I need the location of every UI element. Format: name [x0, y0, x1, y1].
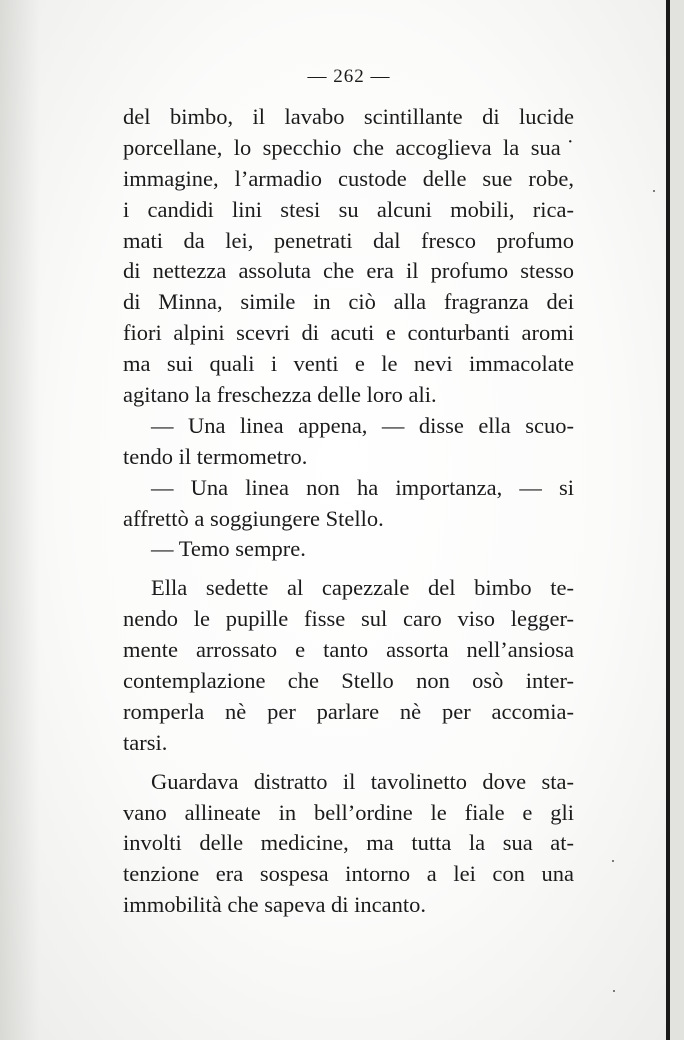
paragraph-dialogue [123, 411, 574, 473]
text-line: vano allineate in bell’ordine le fiale e gli [123, 799, 574, 825]
text-line: mente arrossato e tanto assorta nell’ansiosa [123, 637, 574, 663]
paragraph [123, 573, 574, 758]
text-line: mati da lei, penetrati dal fresco profumo [123, 227, 574, 253]
text-line: contemplazione che Stello non osò inter- [123, 668, 574, 694]
text-line: — Temo sempre. [151, 536, 306, 562]
text-line: nendo le pupille fisse sul caro viso legger- [123, 606, 574, 632]
paragraph-dialogue [123, 534, 574, 565]
text-line: porcellane, lo specchio che accoglieva la sua˙ [123, 134, 574, 160]
text-line: fiori alpini scevri di acuti e conturbanti aromi [123, 320, 574, 346]
paragraph-gap [123, 759, 574, 767]
text-line: — Una linea non ha importanza, — si [151, 474, 574, 500]
paragraph-dialogue [123, 473, 574, 535]
text-line: romperla nè per parlare nè per accomia- [123, 698, 574, 724]
paragraph [123, 102, 574, 411]
text-line: affrettò a soggiungere Stello. [123, 505, 384, 531]
body-text [123, 102, 574, 921]
adjacent-page-strip [670, 0, 684, 1040]
paragraph [123, 767, 574, 921]
text-line: Guardava distratto il tavolinetto dove sta- [151, 768, 574, 794]
binding-edge-line [666, 0, 670, 1040]
text-line: tendo il termometro. [123, 443, 308, 469]
text-line: agitano la freschezza delle loro ali. [123, 382, 437, 408]
text-line: — Una linea appena, — disse ella scuo- [151, 412, 574, 438]
text-line: ma sui quali i venti e le nevi immacolate [123, 351, 574, 377]
text-line: di nettezza assoluta che era il profumo stesso [123, 258, 574, 284]
text-line: involti delle medicine, ma tutta la sua at- [123, 830, 574, 856]
paper-speck [613, 990, 615, 992]
text-line: tenzione era sospesa intorno a lei con una [123, 861, 574, 887]
page-edge-shadow [0, 0, 40, 1040]
text-line: immagine, l’armadio custode delle sue robe, [123, 165, 574, 191]
paragraph-gap [123, 565, 574, 573]
page-number: — 262 — [307, 66, 391, 87]
text-line: del bimbo, il lavabo scintillante di lucide [123, 104, 574, 129]
text-line: i candidi lini stesi su alcuni mobili, rica- [123, 196, 574, 222]
text-line: tarsi. [123, 729, 168, 755]
text-line: Ella sedette al capezzale del bimbo te- [151, 575, 574, 601]
text-line: immobilità che sapeva di incanto. [123, 892, 427, 918]
text-line: di Minna, simile in ciò alla fragranza dei [123, 289, 574, 315]
paper-speck [653, 190, 655, 192]
paper-speck [612, 860, 614, 862]
